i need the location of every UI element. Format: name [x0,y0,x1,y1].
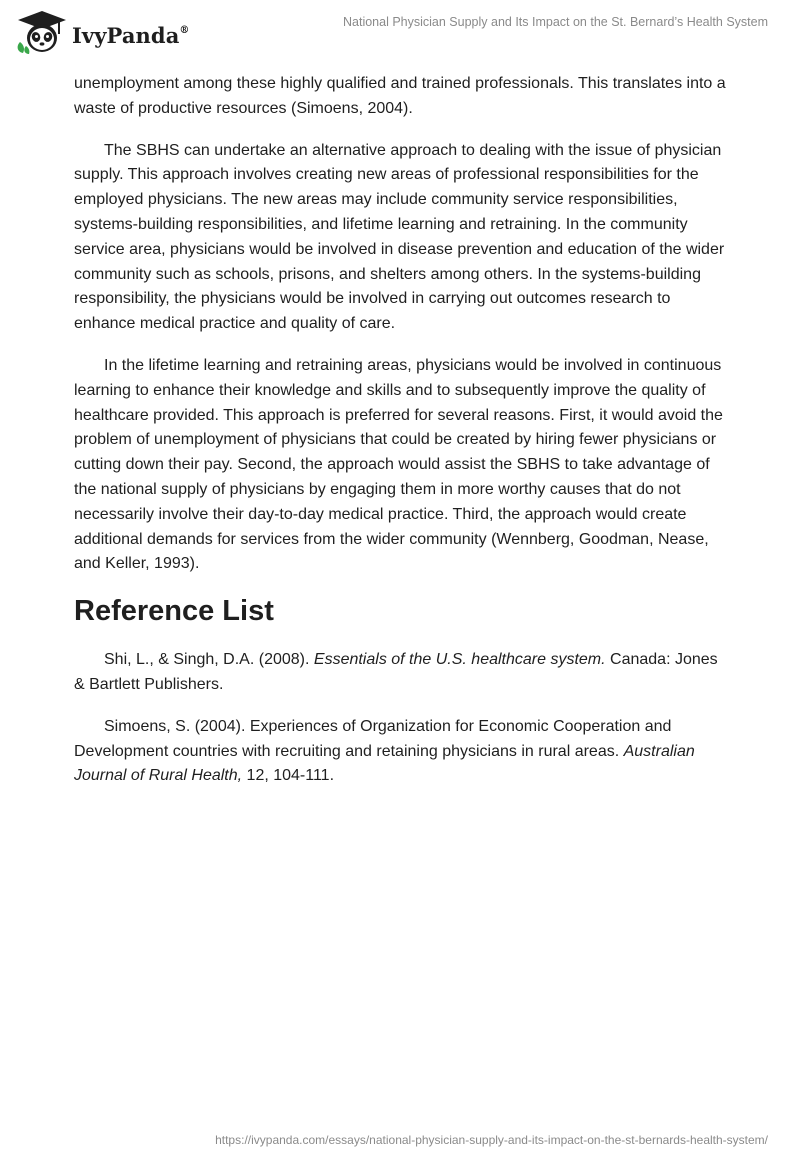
paragraph-continuation: unemployment among these highly qualified and trained professionals. This translates into a waste of productive resources (Simoens, 2004). [74,75,726,117]
document-title: National Physician Supply and Its Impact on the St. Bernard’s Health System [343,15,768,29]
reference-entry: Shi, L., & Singh, D.A. (2008). Essentials of the U.S. healthcare system. Canada: Jones & Bartlett Publishers. [74,651,718,693]
panda-graduate-icon [14,8,70,56]
page-header [0,0,800,70]
source-url[interactable]: https://ivypanda.com/essays/national-physician-supply-and-its-impact-on-the-st-bernards-health-system/ [215,1133,768,1147]
reference-list-heading: Reference List [74,595,274,628]
brand-name: IvyPanda® [72,22,190,48]
reference-entry: Simoens, S. (2004). Experiences of Organization for Economic Cooperation and Development countries with recruiting and retaining physicians in rural areas. Australian Journal of Rural Health, 12, 104-111. [74,717,695,785]
paragraph-alternative-approach: The SBHS can undertake an alternative approach to dealing with the issue of physician supply. This approach involves creating new areas of professional responsibilities for the employed physicians. The new areas may include community service responsibilities, systems-building responsibilities, and lifetime learning and retraining. In the community service area, physicians would be involved in disease prevention and education of the wider community such as schools, prisons, and shelters among others. In the systems-building responsibility, the physicians would be involved in carrying out outcomes research to enhance medical practice and quality of care. [74,141,725,333]
paragraph-lifetime-learning: In the lifetime learning and retraining areas, physicians would be involved in continuous learning to enhance their knowledge and skills and to subsequently improve the quality of healthcare provided. This approach is preferred for several reasons. First, it would avoid the problem of unemployment of physicians that could be created by hiring fewer physicians or cutting down their pay. Second, the approach would assist the SBHS to take advantage of the national supply of physicians by engaging them in more worthy causes that do not necessarily involve their day-to-day medical practice. Third, the approach would create additional demands for services from the wider community (Wennberg, Goodman, Nease, and Keller, 1993). [74,356,723,573]
essay-content [74,72,726,806]
ivypanda-logo[interactable] [14,8,190,56]
